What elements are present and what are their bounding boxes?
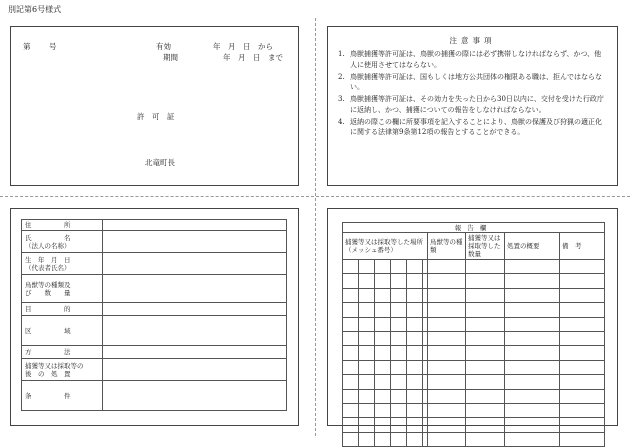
notice-item: 1. 鳥獣捕獲等許可証は、鳥獣の捕獲の際には必ず携帯しなければならず、かつ、他人に使用させてはならない。 <box>338 50 602 69</box>
table-cell <box>375 346 391 360</box>
header-disposal: 処置の概要 <box>505 233 560 260</box>
license-detail-panel <box>10 208 299 426</box>
horizontal-fold-line <box>0 196 630 197</box>
table-cell <box>560 403 605 417</box>
table-cell <box>343 288 359 302</box>
report-panel <box>327 208 618 426</box>
table-cell <box>428 303 466 317</box>
table-cell <box>560 274 605 288</box>
validity-from: 年 月 日 から <box>213 42 273 51</box>
table-cell <box>391 303 407 317</box>
table-cell <box>375 418 391 432</box>
row-label: 捕獲等又は採取等の 後 の 処 置 <box>22 359 103 381</box>
table-cell <box>343 375 359 389</box>
table-cell <box>359 331 375 345</box>
table-cell <box>428 288 466 302</box>
table-row <box>22 303 287 316</box>
table-cell <box>560 260 605 274</box>
vertical-fold-line <box>315 18 316 436</box>
table-cell <box>375 432 391 446</box>
row-value <box>103 359 287 381</box>
table-cell <box>391 288 407 302</box>
table-cell <box>375 331 391 345</box>
table-cell <box>466 331 505 345</box>
table-cell <box>560 432 605 446</box>
table-cell <box>391 331 407 345</box>
table-cell <box>375 403 391 417</box>
row-value <box>103 253 287 275</box>
table-cell <box>359 432 375 446</box>
table-row <box>343 274 605 288</box>
row-label: 条 件 <box>22 381 103 411</box>
table-cell <box>375 317 391 331</box>
notice-title: 注意事項 <box>449 36 496 45</box>
table-row <box>343 346 605 360</box>
row-value <box>103 346 287 359</box>
table-cell <box>343 403 359 417</box>
row-value <box>103 316 287 346</box>
row-value <box>103 275 287 303</box>
table-cell <box>375 375 391 389</box>
table-row <box>343 303 605 317</box>
number-label-prefix: 第 <box>23 42 31 51</box>
table-cell <box>466 418 505 432</box>
table-cell <box>391 418 407 432</box>
header-species: 鳥獣等の種類 <box>428 233 466 260</box>
table-cell <box>560 288 605 302</box>
notice-item: 4. 返納の際この欄に所要事項を記入することにより、鳥獣の保護及び狩猟の適正化に関する法律第9条第12項の報告とすることができる。 <box>338 117 602 136</box>
table-cell <box>407 274 423 288</box>
row-label: 区 域 <box>22 316 103 346</box>
table-row <box>343 317 605 331</box>
table-cell <box>505 303 560 317</box>
table-cell <box>407 360 423 374</box>
row-label: 氏 名 （法人の名称） <box>22 231 103 253</box>
table-cell <box>466 403 505 417</box>
table-cell <box>391 346 407 360</box>
row-label: 目 的 <box>22 303 103 316</box>
validity-to: 年 月 日 まで <box>223 53 283 62</box>
table-cell <box>359 389 375 403</box>
table-cell <box>343 260 359 274</box>
row-value <box>103 303 287 316</box>
table-row <box>22 381 287 411</box>
row-value <box>103 231 287 253</box>
table-cell <box>343 360 359 374</box>
row-label: 生 年 月 日 （代表者氏名） <box>22 253 103 275</box>
license-detail-table <box>21 219 287 411</box>
table-cell <box>428 418 466 432</box>
table-cell <box>407 375 423 389</box>
validity-label-1: 有効 <box>156 42 171 51</box>
row-value <box>103 381 287 411</box>
table-row <box>22 275 287 303</box>
table-cell <box>407 432 423 446</box>
table-cell <box>466 360 505 374</box>
report-table <box>342 222 605 447</box>
table-row <box>343 260 605 274</box>
table-row <box>22 316 287 346</box>
table-cell <box>466 303 505 317</box>
table-cell <box>407 288 423 302</box>
table-cell <box>505 274 560 288</box>
table-cell <box>375 260 391 274</box>
table-cell <box>375 274 391 288</box>
table-cell <box>560 303 605 317</box>
table-cell <box>359 317 375 331</box>
table-cell <box>428 260 466 274</box>
table-cell <box>359 403 375 417</box>
table-cell <box>560 360 605 374</box>
table-cell <box>343 389 359 403</box>
table-cell <box>560 418 605 432</box>
notice-item: 3. 鳥獣捕獲等許可証は、その効力を失った日から30日以内に、交付を受けた行政庁に返納し、かつ、捕獲についての報告をしなければならない。 <box>338 95 604 114</box>
table-cell <box>407 331 423 345</box>
table-cell <box>343 418 359 432</box>
table-cell <box>505 375 560 389</box>
table-cell <box>407 418 423 432</box>
header-quantity: 捕獲等又は採取等した数量 <box>466 233 505 260</box>
table-cell <box>466 288 505 302</box>
table-cell <box>343 274 359 288</box>
table-cell <box>505 432 560 446</box>
notice-list <box>338 49 607 139</box>
table-cell <box>391 389 407 403</box>
table-cell <box>407 260 423 274</box>
table-cell <box>359 288 375 302</box>
table-cell <box>391 375 407 389</box>
table-row <box>343 360 605 374</box>
table-cell <box>428 274 466 288</box>
table-cell <box>359 346 375 360</box>
table-row <box>343 418 605 432</box>
table-cell <box>343 317 359 331</box>
table-cell <box>407 317 423 331</box>
row-label: 住 所 <box>22 220 103 231</box>
table-cell <box>391 317 407 331</box>
table-cell <box>560 375 605 389</box>
report-header-row <box>343 233 605 260</box>
table-cell <box>505 389 560 403</box>
table-cell <box>375 288 391 302</box>
table-cell <box>359 418 375 432</box>
table-cell <box>466 317 505 331</box>
table-cell <box>560 389 605 403</box>
table-cell <box>466 346 505 360</box>
table-cell <box>466 375 505 389</box>
table-cell <box>560 346 605 360</box>
table-cell <box>428 375 466 389</box>
row-value <box>103 220 287 231</box>
table-cell <box>391 403 407 417</box>
table-cell <box>343 432 359 446</box>
table-cell <box>407 403 423 417</box>
table-cell <box>359 303 375 317</box>
notice-panel <box>327 26 618 186</box>
table-cell <box>466 389 505 403</box>
row-label: 方 法 <box>22 346 103 359</box>
table-row <box>343 432 605 446</box>
table-row <box>22 220 287 231</box>
table-row <box>343 288 605 302</box>
table-cell <box>505 317 560 331</box>
table-cell <box>505 260 560 274</box>
table-cell <box>466 432 505 446</box>
table-cell <box>391 260 407 274</box>
table-cell <box>505 346 560 360</box>
table-cell <box>428 432 466 446</box>
table-cell <box>375 389 391 403</box>
table-cell <box>407 303 423 317</box>
table-row <box>22 253 287 275</box>
table-cell <box>505 403 560 417</box>
table-cell <box>359 260 375 274</box>
report-title-row <box>343 223 605 233</box>
table-cell <box>428 346 466 360</box>
form-label: 別記第6号様式 <box>8 5 62 14</box>
table-cell <box>407 346 423 360</box>
table-cell <box>560 331 605 345</box>
validity-label-2: 期間 <box>163 53 178 62</box>
table-cell <box>375 360 391 374</box>
table-cell <box>428 331 466 345</box>
table-row <box>343 389 605 403</box>
table-cell <box>391 360 407 374</box>
table-row <box>343 331 605 345</box>
table-cell <box>466 260 505 274</box>
table-cell <box>466 274 505 288</box>
table-row <box>343 375 605 389</box>
table-cell <box>505 418 560 432</box>
table-cell <box>343 331 359 345</box>
table-cell <box>343 303 359 317</box>
issuer: 北竜町長 <box>145 158 175 167</box>
report-title: 報告欄 <box>343 223 605 233</box>
table-cell <box>391 274 407 288</box>
table-cell <box>505 360 560 374</box>
report-body <box>343 260 605 447</box>
table-row <box>343 403 605 417</box>
permit-title: 許 可 証 <box>137 112 175 121</box>
table-cell <box>343 346 359 360</box>
table-cell <box>428 360 466 374</box>
header-location: 捕獲等又は採取等した場所（メッシュ番号） <box>343 233 428 260</box>
table-cell <box>359 375 375 389</box>
table-cell <box>505 288 560 302</box>
table-cell <box>428 389 466 403</box>
table-cell <box>391 432 407 446</box>
row-label: 鳥獣等の種類及 び 数 量 <box>22 275 103 303</box>
table-row <box>22 346 287 359</box>
table-cell <box>428 403 466 417</box>
header-remarks: 備 考 <box>560 233 605 260</box>
table-cell <box>505 331 560 345</box>
table-row <box>22 359 287 381</box>
table-cell <box>359 274 375 288</box>
notice-item: 2. 鳥獣捕獲等許可証は、国もしくは地方公共団体の権限ある職は、拒んではならない。 <box>338 72 602 91</box>
permit-front-panel <box>10 26 299 186</box>
table-row <box>22 231 287 253</box>
table-cell <box>407 389 423 403</box>
table-cell <box>560 317 605 331</box>
number-label-suffix: 号 <box>49 42 57 51</box>
table-cell <box>375 303 391 317</box>
table-cell <box>359 360 375 374</box>
table-cell <box>428 317 466 331</box>
